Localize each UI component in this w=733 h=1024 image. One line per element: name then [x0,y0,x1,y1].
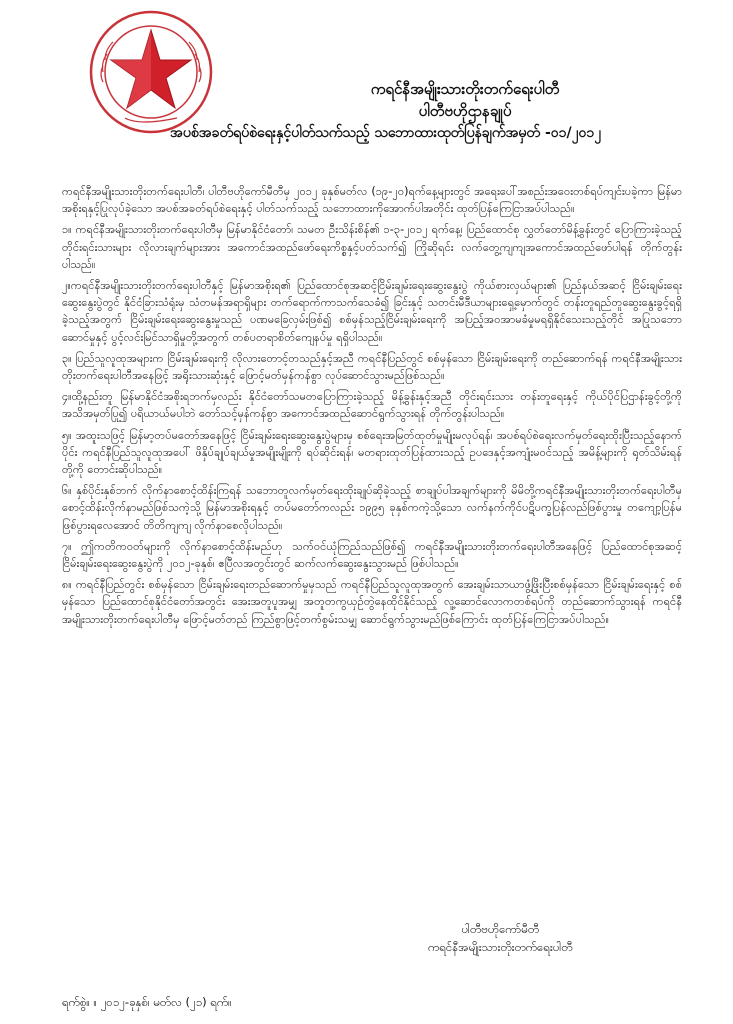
paragraph-intro: ကရင်နီအမျိုးသားတိုးတက်ရေးပါတီ၊ ပါတီဗဟိုကော်မီတီမှ ၂၀၁၂ ခုနှစ်မတ်လ (၁၉-၂၀)ရက်နေ့များတွင် အရေးပေါ်အစည်းအဝေးတစ်ရပ်ကျင်းပခဲ့ကာ မြန်မာအစိုးရနှင့်ပြုလုပ်ခဲ့သော အပစ်အခတ်ရပ်စဲရေးနှင့် ပါတ်သက်သည့် သဘောထားကိုအောက်ပါအတိုင်း ထုတ်ပြန်ကြေငြာအပ်ပါသည်။ [62,185,682,216]
signature-party: ကရင်နီအမျိုးသားတိုးတက်ရေးပါတီ [428,940,573,954]
signature-block [428,920,573,956]
date-line: ရက်စွဲ။ ။ ၂၀၁၂-ခုနှစ်၊ မတ်လ (၂၁) ရက်။ [62,995,232,1009]
paragraph-6: ၆။ နှစ်ပိုင်းနှစ်ဘက် လိုက်နာစောင့်ထိန်းကြရန် သဘောတူလက်မှတ်ရေးထိုးချုပ်ဆိုခဲ့သည့် စာချုပ်ပါအချက်များကို မိမိတို့ကရင်နီအမျိုးသားတိုးတက်ရေးပါတီမှ စောင့်ထိန်းလိုက်နာမည်ဖြစ်သကဲ့သို့ မြန်မာအစိုးရနှင့် တပ်မတော်ကလည်း ၁၉၉၅ ခုနှစ်ကကဲ့သို့သော လက်နက်ကိုင်ပဋိပက္ခပြန်လည်ဖြစ်ပွားမှု တကျော့ပြန်မဖြစ်ပွားရလေအောင် တိတိကျကျ လိုက်နာစေလိုပါသည်။ [62,484,682,532]
party-name-heading: ကရင်နီအမျိုးသားတိုးတက်ရေးပါတီ [370,80,560,98]
statement-title: အပစ်အခတ်ရပ်စဲရေးနှင့်ပါတ်သက်သည့် သဘောထားထုတ်ပြန်ချက်အမှတ် -၀၁/၂၀၁၂ [170,125,602,141]
paragraph-2: ၂။ကရင်နီအမျိုးသားတိုးတက်ရေးပါတီနှင့် မြန်မာအစိုးရ၏ ပြည်ထောင်စုအဆင့်ငြိမ်းချမ်းရေးဆွေးနွေးပွဲ ကိုယ်စားလှယ်များ၏ ပြည်နယ်အဆင့် ငြိမ်းချမ်းရေးဆွေးနွေးပွဲတွင် နိုင်ငံခြားသံရုံးမှ သံတမန်အရာရှိများ တက်ရောက်ကာသက်သေခံ၍ ခြင်းနှင့် သတင်းမီဒီယာများရှေ့မှောက်တွင် တန်းတူရည်တူဆွေးနွေးခွင့်ရရှိခဲ့သည့်အတွက် ငြိမ်းချမ်းရေးဆွေးနွေးမှုသည် ပဏမခြေလှမ်းဖြစ်၍ စစ်မှန်သည့်ငြိမ်းချမ်းရေးကို အပြည့်အဝအာမခံမှုမရရှိနိုင်သေးသည့်တိုင် အပြုသဘောဆောင်မှုနှင့် ပွင့်လင်းမြင်သာရှိမှုတို့အတွက် တစ်ပတရာစိတ်ကျေနပ်မှု ရရှိပါသည်။ [62,279,682,344]
paragraph-8: ၈။ ကရင်နီပြည်တွင်း စစ်မှန်သော ငြိမ်းချမ်းရေးတည်ဆောက်မှုမှသည် ကရင်နီပြည်သူလူထုအတွက် အေးချမ်းသာယာဖွံ့ဖြိုးပြီးစစ်မှန်သော ငြိမ်းချမ်းရေးနှင့် စစ်မှန်သော ပြည်ထောင်စုနိုင်ငံတော်အတွင်း အေးအတူပူအမျှ အတူတကွယှဉ်တွဲနေထိုင်နိုင်သည့် လူ့ဆောင်လောကတစ်ရပ်ကို တည်ဆောက်သွားရန် ကရင်နီအမျိုးသားတိုးတက်ရေးပါတီမှ ဖြောင့်မတ်တည် ကြည်စွာဖြင့်တက်စွမ်းသမျှ ဆောင်ရွက်သွားမည်ဖြစ်ကြောင်း ထုတ်ပြန်ကြေငြာအပ်ပါသည်။ [62,578,682,626]
paragraph-1: ၁။ ကရင်နီအမျိုးသားတိုးတက်ရေးပါတီမှ မြန်မာနိုင်ငံတော်၊ သမတ ဦးသိန်းစိန်၏ ၁-၃-၂၀၁၂ ရက်နေ့၊ ပြည်ထောင်စု လွှတ်တော်မိန့်ခွန်းတွင် ပြောကြားခဲ့သည့် တိုင်းရင်းသားများ လိုလားချက်များအား အကောင်အထည်ဖော်ရေးကိစ္စနှင့်ပတ်သက်၍ ကြိုဆိုရင်း လက်တွေ့ကျကျအကောင်အထည်ဖော်ပါရန် တိုက်တွန်းပါသည်။ [62,223,682,271]
paragraph-7: ၇။ ဤကတိကဝတ်များကို လိုက်နာစောင့်ထိန်းမည်ဟု သက်ဝင်ယုံကြည်သည်ဖြစ်၍ ကရင်နီအမျိုးသားတိုးတက်ရေးပါတီအနေဖြင့် ပြည်ထောင်စုအဆင့် ငြိမ်းချမ်းရေးဆွေးနွေးပွဲကို ၂၀၁၂-ခုနှစ်၊ ဧပြီလအတွင်းတွင် ဆက်လက်ဆွေးနွေးသွားမည် ဖြစ်ပါသည်။ [62,539,682,571]
headquarters-heading: ပါတီဗဟိုဌာနချုပ် [418,102,512,120]
paragraph-3: ၃။ ပြည်သူလူထုအများက ငြိမ်းချမ်းရေးကို လိုလားတောင့်တသည်နှင့်အညီ ကရင်နီပြည်တွင် စစ်မှန်သော ငြိမ်းချမ်းရေးကို တည်ဆောက်ရန် ကရင်နီအမျိုးသားတိုးတက်ရေးပါတီအနေဖြင့် အရိုးသားဆုံးနှင့် ဖြောင့်မတ်မှန်ကန်စွာ လုပ်ဆောင်သွားမည်ဖြစ်သည်။ [62,351,682,383]
statement-body [62,183,682,632]
signature-committee: ပါတီဗဟိုကော်မီတီ [461,922,540,936]
paragraph-5: ၅။ အထူးသဖြင့် မြန်မာ့တပ်မတော်အနေဖြင့် ငြိမ်းချမ်းရေးဆွေးနွေးပွဲများမှ စစ်ရေးအမြတ်ထုတ်မှုမျိုးမလုပ်ရန်၊ အပစ်ရပ်စဲရေးလက်မှတ်ရေးထိုးပြီးသည့်နောက်ပိုင်း ကရင်နီပြည်သူလူထုအပေါ် ဖိနှိပ်ချုပ်ချယ်မှုအမျိုးမျိုးကို ရပ်ဆိုင်းရန်၊ မတရားထုတ်ပြန်ထားသည့် ဥပဒေနှင့်အကျုံးမဝင်သည့် အမိန့်များကို ရုတ်သိမ်းရန်တို့ကို တောင်းဆိုပါသည်။ [62,428,682,477]
paragraph-4: ၄။ထို့နည်းတူ မြန်မာနိုင်ငံအစိုးရဘက်မှလည်း နိုင်ငံတော်သမတပြောကြားခဲ့သည့် မိန့်ခွန်းနှင့်အညီ တိုင်းရင်းသား တန်းတူရေးနှင့် ကိုယ်ပိုင်ပြဌာန်းခွင့်တို့ကို အသိအမှတ်ပြု၍ ပရိယာယ်မပါဘဲ တော်သင့်မှန်ကန်စွာ အကောင်အထည်ဆောင်ရွက်သွားရန် တိုက်တွန်းပါသည်။ [62,390,682,421]
document-header [170,78,720,144]
party-logo [85,6,217,138]
